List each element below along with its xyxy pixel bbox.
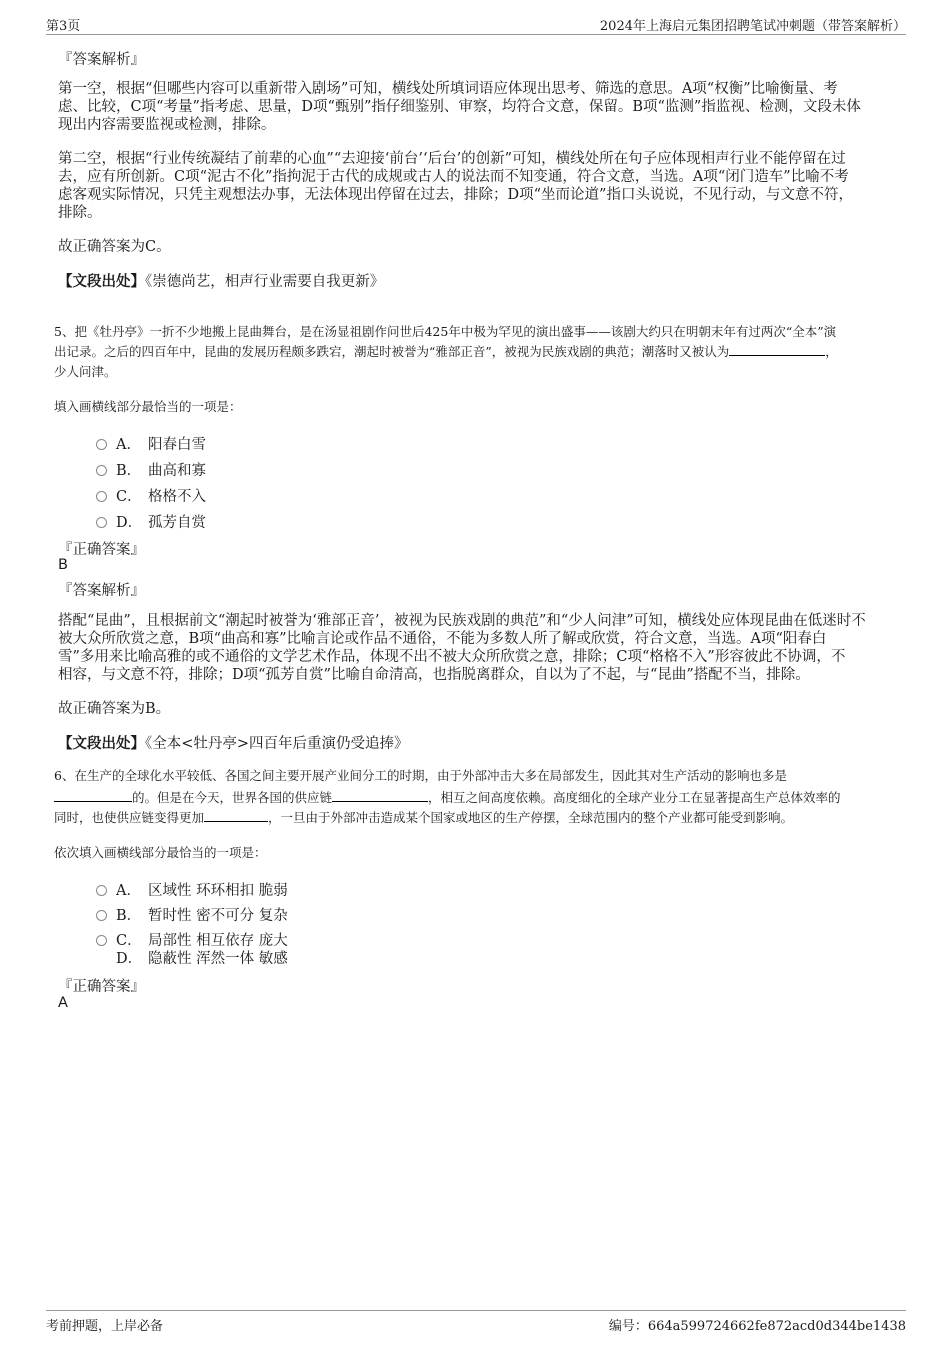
q6-blank-3 <box>204 809 268 822</box>
source-label: 【文段出处】 <box>58 273 145 290</box>
source-label: 【文段出处】 <box>58 735 145 752</box>
q4-analysis-label: 『答案解析』 <box>58 52 145 68</box>
q5-prompt: 填入画横线部分最恰当的一项是： <box>54 399 242 414</box>
radio-button[interactable] <box>96 465 107 476</box>
q6-stem-line3: 同时，也使供应链变得更加 ，一旦由于外部冲击造成某个国家或地区的生产停摆，全球范围内的整个产业都可能受到影响。 <box>54 810 794 825</box>
q5-option-d[interactable]: D． 孤芳自赏 <box>96 511 206 531</box>
q4-para2-line1: 第二空，根据“行业传统凝结了前辈的心血”“去迎接‘前台’‘后台’的创新”可知，横线处所在句子应体现相声行业不能停留在过 <box>58 151 846 167</box>
q4-para1-line2: 虑、比较，C项“考量”指考虑、思量，D项“甄别”指仔细鉴别、审察，均符合文意，保留。B项“监测”指监视、检测，文段未体 <box>58 99 861 115</box>
q4-para2-line2: 去，应有所创新。C项“泥古不化”指拘泥于古代的成规或古人的说法而不知变通，符合文意，当选。A项“闭门造车”比喻不考 <box>58 169 849 185</box>
q6-prompt: 依次填入画横线部分最恰当的一项是： <box>54 845 267 860</box>
footer-code: 编号：664a599724662fe872acd0d344be1438 <box>608 1319 906 1334</box>
radio-button[interactable] <box>96 910 107 921</box>
q6-option-c[interactable]: C． 局部性 相互依存 庞大 <box>96 929 288 949</box>
q6-option-d[interactable]: D． 隐蔽性 浑然一体 敏感 <box>116 951 288 967</box>
page-header <box>46 14 906 35</box>
page-footer <box>46 1310 906 1335</box>
q4-para2-line4: 排除。 <box>58 205 102 221</box>
radio-button[interactable] <box>96 491 107 502</box>
q5-conclusion: 故正确答案为B。 <box>58 701 171 717</box>
q4-para2-line3: 虑客观实际情况，只凭主观想法办事，无法体现出停留在过去，排除；D项“坐而论道”指口头说说，不见行动，与文意不符， <box>58 187 853 203</box>
q6-option-a[interactable]: A． 区域性 环环相扣 脆弱 <box>96 879 288 899</box>
q4-conclusion: 故正确答案为C。 <box>58 239 171 255</box>
q5-analysis-line1: 搭配“昆曲”，且根据前文“潮起时被誉为‘雅部正音’，被视为民族戏剧的典范”和“少人问津”可知，横线处应体现昆曲在低迷时不 <box>58 613 866 629</box>
source-title: 《全本<牡丹亭>四百年后重演仍受追捧》 <box>145 736 409 752</box>
q5-blank <box>729 343 825 356</box>
source-title: 《崇德尚艺，相声行业需要自我更新》 <box>145 274 385 290</box>
q5-option-a[interactable]: A． 阳春白雪 <box>96 433 206 453</box>
document-title: 2024年上海启元集团招聘笔试冲刺题（带答案解析） <box>599 19 906 34</box>
q6-option-b[interactable]: B． 暂时性 密不可分 复杂 <box>96 904 288 924</box>
q5-answer: B <box>58 557 68 573</box>
q4-source <box>58 273 384 291</box>
q5-option-b[interactable]: B． 曲高和寡 <box>96 459 206 479</box>
q5-stem-end: ， <box>825 344 838 359</box>
q5-source <box>58 735 409 753</box>
q5-option-c[interactable]: C． 格格不入 <box>96 485 206 505</box>
q5-analysis-line2: 被大众所欣赏之意，B项“曲高和寡”比喻言论或作品不通俗，不能为多数人所了解或欣赏，符合文意，当选。A项“阳春白 <box>58 631 827 647</box>
q4-para1-line3: 现出内容需要监视或检测，排除。 <box>58 117 276 133</box>
q6-blank-1 <box>54 789 132 802</box>
q4-para1-line1: 第一空，根据“但哪些内容可以重新带入剧场”可知，横线处所填词语应体现出思考、筛选的意思。A项“权衡”比喻衡量、考 <box>58 81 838 97</box>
radio-button[interactable] <box>96 439 107 450</box>
q5-analysis-label: 『答案解析』 <box>58 583 145 599</box>
q6-blank-2 <box>332 789 428 802</box>
page-number: 第3页 <box>46 19 81 34</box>
q5-analysis-line3: 雪”多用来比喻高雅的或不通俗的文学艺术作品，体现不出不被大众所欣赏之意，排除；C项“格格不入”形容彼此不协调，不 <box>58 649 846 665</box>
q5-stem-line3: 少人问津。 <box>54 364 117 379</box>
q6-stem-line2: 的。但是在今天，世界各国的供应链 ，相互之间高度依赖。高度细化的全球产业分工在显著提高生产总体效率的 <box>54 788 841 808</box>
q5-answer-label: 『正确答案』 <box>58 542 145 558</box>
q6-answer: A <box>58 995 68 1011</box>
q6-answer-label: 『正确答案』 <box>58 979 145 995</box>
footer-slogan: 考前押题，上岸必备 <box>46 1319 164 1334</box>
q5-stem-line2 <box>54 342 838 362</box>
q5-analysis-line4: 相容，与文意不符，排除；D项“孤芳自赏”比喻自命清高，也指脱离群众，自以为了不起，与“昆曲”搭配不当，排除。 <box>58 667 810 683</box>
q5-stem-text: 出记录。之后的四百年中，昆曲的发展历程颇多跌宕，潮起时被誉为“雅部正音”，被视为民族戏剧的典范；潮落时又被认为 <box>54 344 730 359</box>
q6-stem-line1: 6、在生产的全球化水平较低、各国之间主要开展产业间分工的时期，由于外部冲击大多在局部发生，因此其对生产活动的影响也多是 <box>54 768 787 783</box>
radio-button[interactable] <box>96 885 107 896</box>
radio-button[interactable] <box>96 935 107 946</box>
q5-stem-line1: 5、把《牡丹亭》一折不少地搬上昆曲舞台，是在汤显祖剧作问世后425年中极为罕见的演出盛事——该剧大约只在明朝末年有过两次“全本”演 <box>54 324 837 339</box>
radio-button[interactable] <box>96 517 107 528</box>
